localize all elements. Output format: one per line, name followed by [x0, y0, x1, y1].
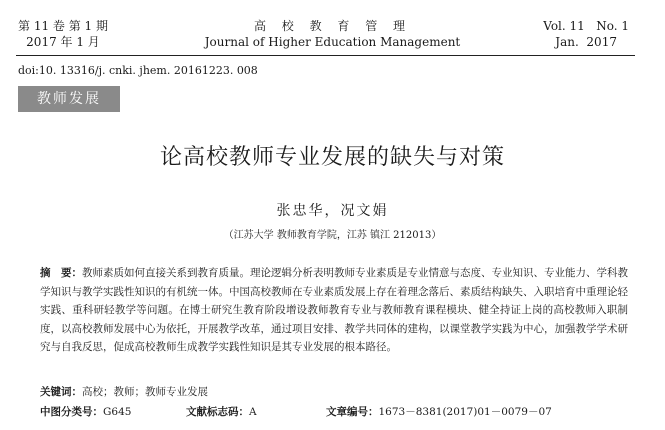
document-code [186, 404, 257, 420]
article-title: 论高校教师专业发展的缺失与对策 [159, 145, 505, 170]
article-number [326, 404, 552, 420]
article-number-value: 1673－8381(2017)01－0079－07 [378, 406, 552, 418]
clc-number [40, 404, 131, 420]
doc-code-value: A [249, 406, 257, 418]
volume-issue: 第 11 卷 第 1 期 [18, 19, 108, 33]
abstract [40, 264, 628, 357]
clc-value: G645 [103, 406, 132, 418]
issue-date-cn: 2017 年 1 月 [26, 35, 100, 49]
header-divider [16, 55, 635, 56]
vol-no-en: Vol. 11 No. 1 [543, 19, 629, 33]
section-label: 教师发展 [18, 86, 120, 112]
issue-date-en: Jan. 2017 [555, 35, 617, 49]
doi: doi:10. 13316/j. cnki. jhem. 20161223. 008 [18, 64, 258, 77]
abstract-label: 摘 要： [40, 267, 82, 279]
doc-code-label: 文献标志码： [186, 406, 249, 418]
article-number-label: 文章编号： [326, 406, 379, 418]
clc-label: 中图分类号： [40, 406, 103, 418]
keywords [40, 384, 208, 400]
journal-name-en: Journal of Higher Education Management [204, 35, 461, 49]
keywords-label: 关键词： [40, 386, 82, 398]
keywords-text: 高校；教师；教师专业发展 [82, 386, 208, 398]
abstract-text: 教师素质如何直接关系到教育质量。理论逻辑分析表明教师专业素质是专业情意与态度、专业知识、专业能力、学科教学知识与教学实践性知识的有机统一体。中国高校教师在专业素质发展上存在着理念落后、素质结构缺失、入职培育中重理论轻实践、重科研轻教学等问题。在博士研究生教育阶段增设教师教育专业与教师教育课程模块、健全持证上岗的高校教师入职制度，以高校教师发展中心为依托，开展教学改革，通过项目安排、教学共同体的建构，以课堂教学实践为中心，加强教学学术研究与自我反思，促成高校教师生成教学实践性知识是其专业发展的根本路径。 [40, 267, 628, 354]
journal-name-cn: 高 校 教 育 管 理 [253, 19, 412, 33]
affiliation: （江苏大学 教师教育学院，江苏 镇江 212013） [223, 230, 442, 241]
journal-volume-info-en [543, 18, 629, 50]
authors: 张忠华，况文娟 [276, 203, 389, 219]
